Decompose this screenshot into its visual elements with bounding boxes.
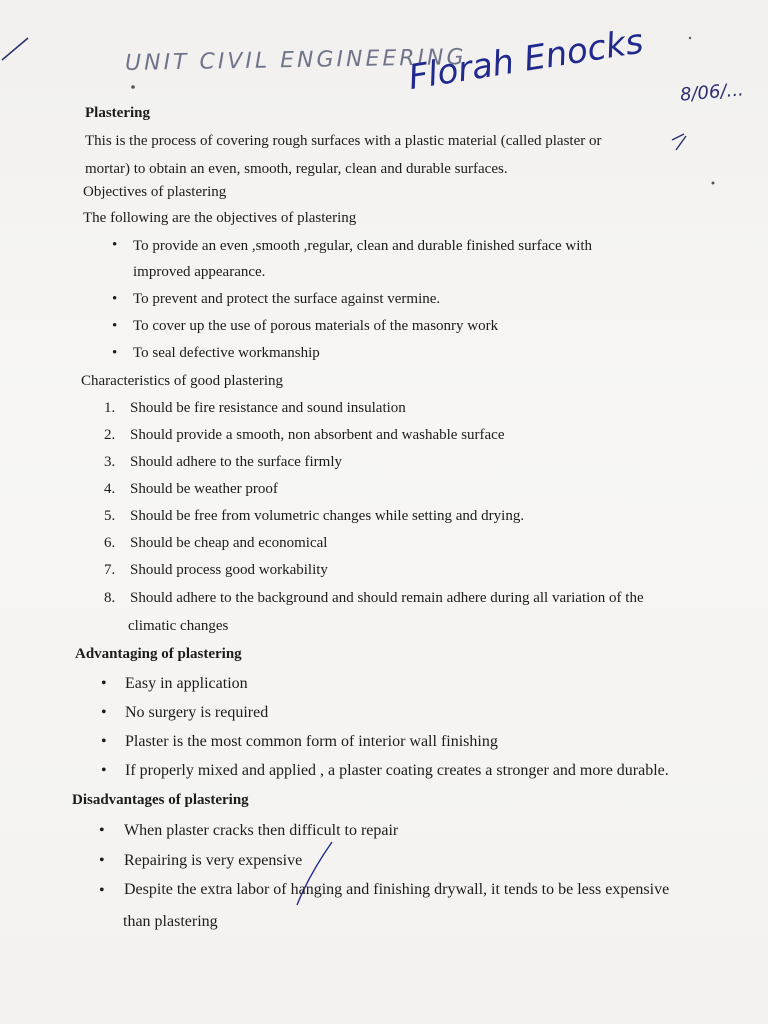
list-number: 3. (104, 454, 116, 470)
bullet-icon: • (101, 762, 107, 779)
objective-item-continued: improved appearance. (133, 264, 266, 280)
definition-line: mortar) to obtain an even, smooth, regular, clean and durable surfaces. (85, 161, 508, 177)
list-number: 6. (104, 535, 116, 551)
section-title: Plastering (85, 105, 150, 121)
characteristic-item: Should be fire resistance and sound insulation (130, 400, 406, 416)
list-number: 5. (104, 508, 116, 524)
disadvantages-heading: Disadvantages of plastering (72, 792, 249, 808)
characteristic-item: Should process good workability (130, 562, 328, 578)
list-number: 4. (104, 481, 116, 497)
definition-line: This is the process of covering rough surfaces with a plastic material (called plaster or (85, 133, 602, 149)
bullet-icon: • (101, 733, 107, 750)
pen-dot (689, 37, 691, 39)
bullet-icon: • (99, 882, 105, 899)
advantage-item: If properly mixed and applied , a plaster coating creates a stronger and more durable. (125, 762, 669, 779)
handwritten-date: 8/06/... (679, 79, 745, 106)
disadvantage-item: Despite the extra labor of hanging and finishing drywall, it tends to be less expensive (124, 881, 670, 898)
objective-item: To prevent and protect the surface against vermine. (133, 291, 441, 307)
characteristic-item: Should be weather proof (130, 481, 278, 497)
bullet-icon: • (99, 852, 105, 869)
handwritten-name: Florah Enocks (405, 21, 646, 99)
objectives-heading: Objectives of plastering (83, 184, 227, 200)
characteristics-heading: Characteristics of good plastering (81, 373, 284, 389)
objectives-intro: The following are the objectives of plastering (83, 210, 357, 226)
disadvantage-item: When plaster cracks then difficult to repair (124, 822, 399, 839)
bullet-icon: • (101, 704, 107, 721)
disadvantage-item: Repairing is very expensive (124, 852, 303, 869)
objective-item: To seal defective workmanship (133, 345, 320, 361)
characteristic-item: Should be free from volumetric changes while setting and drying. (130, 508, 525, 524)
advantage-item: Plaster is the most common form of interior wall finishing (125, 733, 498, 750)
pen-dot (712, 182, 715, 185)
pen-stroke-top-left (2, 38, 28, 60)
disadvantage-item-continued: than plastering (123, 913, 218, 930)
bullet-icon: • (112, 237, 118, 253)
characteristic-item-continued: climatic changes (128, 618, 229, 634)
bullet-icon: • (99, 822, 105, 839)
characteristic-item: Should be cheap and economical (130, 535, 328, 551)
characteristic-item: Should provide a smooth, non absorbent and washable surface (130, 427, 505, 443)
objective-item: To cover up the use of porous materials of the masonry work (133, 318, 499, 334)
objective-item: To provide an even ,smooth ,regular, clean and durable finished surface with (133, 238, 593, 254)
advantages-heading: Advantaging of plastering (75, 646, 242, 662)
advantage-item: No surgery is required (125, 704, 269, 721)
handwritten-header: UNIT CIVIL ENGINEERING (124, 45, 467, 76)
list-number: 7. (104, 562, 116, 578)
list-number: 1. (104, 400, 116, 416)
list-number: 2. (104, 427, 116, 443)
bullet-icon: • (112, 291, 118, 307)
pen-dot (131, 85, 135, 89)
advantage-item: Easy in application (125, 675, 248, 692)
bullet-icon: • (101, 675, 107, 692)
bullet-icon: • (112, 345, 118, 361)
characteristic-item: Should adhere to the surface firmly (130, 454, 343, 470)
list-number: 8. (104, 590, 116, 606)
characteristic-item: Should adhere to the background and should remain adhere during all variation of the (130, 590, 644, 606)
bullet-icon: • (112, 318, 118, 334)
pen-stroke-right-tick (672, 134, 686, 150)
